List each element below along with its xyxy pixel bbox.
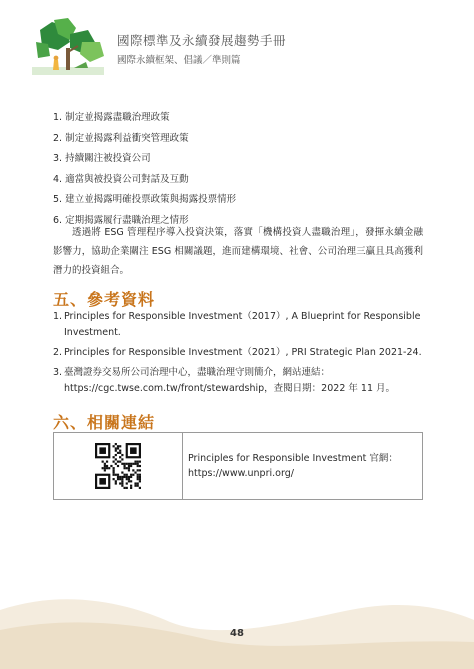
link-info-cell <box>183 433 423 500</box>
header-subtitle: 國際永續框架、倡議／準則篇 <box>117 55 241 66</box>
list-item: 2. 制定並揭露利益衝突管理政策 <box>53 132 189 144</box>
reference-number: 2. <box>53 347 63 358</box>
reference-item <box>53 365 428 397</box>
list-item: 4. 適當與被投資公司對話及互動 <box>53 173 189 185</box>
reference-number: 3. <box>53 367 63 378</box>
references-heading: 五、參考資料 <box>53 290 156 309</box>
body-paragraph: 透過將 ESG 管理程序導入投資決策，落實「機構投資人盡職治理」，發揮永續金融影響力，協助企業關注 ESG 相關議題，進而建構環境、社會、公司治理三贏且具高獲利潛力的投資組合。 <box>53 227 423 276</box>
reference-text[interactable]: 臺灣證券交易所公司治理中心，盡職治理守則簡介，網站連結：https://cgc.twse.com.tw/front/stewardship，查閱日期：2022 年 11 月。 <box>64 367 396 394</box>
references-list <box>53 309 428 401</box>
qr-cell <box>54 433 183 500</box>
list-item: 3. 持續關注被投資公司 <box>53 153 151 164</box>
site-name: Principles for Responsible Investment 官網： <box>188 453 398 464</box>
reference-item <box>53 309 428 341</box>
list-item: 5. 建立並揭露明確投票政策與揭露投票情形 <box>53 194 237 205</box>
qr-code-icon[interactable] <box>95 443 141 489</box>
site-url-link[interactable]: https://www.unpri.org/ <box>188 468 294 479</box>
handbook-logo <box>30 12 110 80</box>
principles-list <box>53 112 433 235</box>
footer-wave <box>0 580 474 669</box>
page-number: 48 <box>230 628 244 639</box>
reference-text: Principles for Responsible Investment（2017）, A Blueprint for Responsible Investment. <box>64 311 421 338</box>
reference-item <box>53 345 428 361</box>
list-item: 1. 制定並揭露盡職治理政策 <box>53 112 170 123</box>
links-heading: 六、相關連結 <box>53 413 156 432</box>
links-table <box>53 432 423 500</box>
header-title: 國際標準及永續發展趨勢手冊 <box>117 33 287 48</box>
reference-text: Principles for Responsible Investment（2021）, PRI Strategic Plan 2021-24. <box>64 347 422 358</box>
reference-number: 1. <box>53 311 63 322</box>
list-item: 6. 定期揭露履行盡職治理之情形 <box>53 214 189 226</box>
